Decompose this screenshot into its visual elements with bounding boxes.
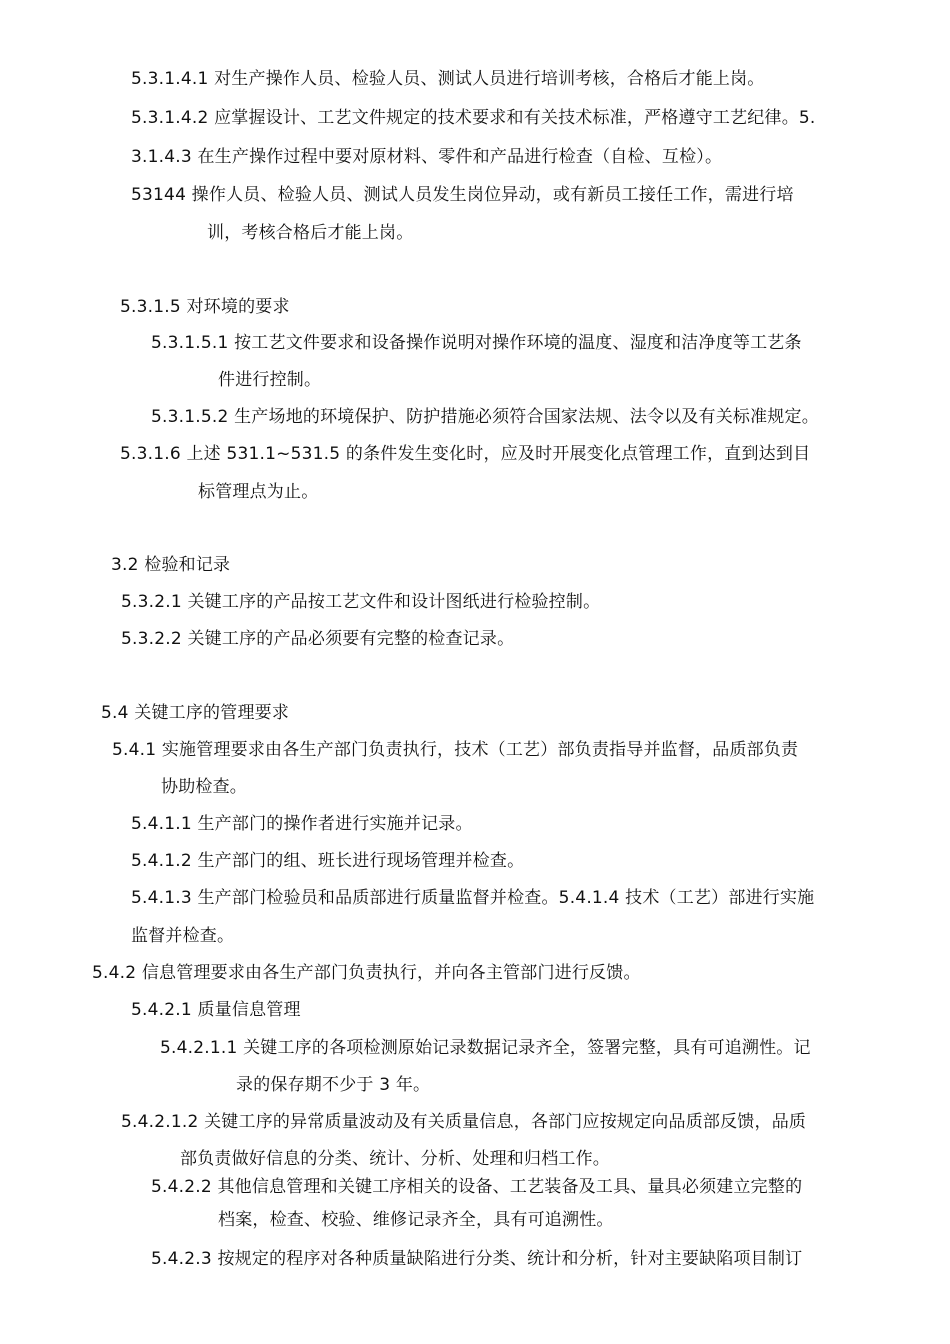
paragraph-5-4-2: 5.4.2 信息管理要求由各生产部门负责执行，并向各主管部门进行反馈。	[92, 963, 641, 983]
paragraph-5-3-1-4-4-cont: 训，考核合格后才能上岗。	[207, 223, 414, 243]
section-heading-3-2: 3.2 检验和记录	[111, 555, 231, 575]
paragraph-5-4-1-cont: 协助检查。	[161, 777, 247, 797]
paragraph-5-3-1-5-1: 5.3.1.5.1 按工艺文件要求和设备操作说明对操作环境的温度、湿度和洁净度等工艺条	[151, 333, 802, 353]
paragraph-5-3-1-5-1-cont: 件进行控制。	[218, 370, 322, 390]
paragraph-5-4-2-2: 5.4.2.2 其他信息管理和关键工序相关的设备、工艺装备及工具、量具必须建立完整的	[151, 1177, 803, 1197]
paragraph-5-3-1-6: 5.3.1.6 上述 531.1~531.5 的条件发生变化时，应及时开展变化点管理工作，直到达到目	[120, 444, 811, 464]
paragraph-5-3-1-6-cont: 标管理点为止。	[198, 482, 319, 502]
paragraph-5-4-2-2-cont: 档案，检查、校验、维修记录齐全，具有可追溯性。	[218, 1210, 614, 1230]
paragraph-5-4-2-1-2-cont: 部负责做好信息的分类、统计、分析、处理和归档工作。	[180, 1149, 610, 1169]
paragraph-5-3-2-1: 5.3.2.1 关键工序的产品按工艺文件和设计图纸进行检验控制。	[121, 592, 601, 612]
section-heading-5-3-1-5: 5.3.1.5 对环境的要求	[120, 297, 290, 317]
paragraph-5-4-1-2: 5.4.1.2 生产部门的组、班长进行现场管理并检查。	[131, 851, 525, 871]
paragraph-5-4-2-1-1-cont: 录的保存期不少于 3 年。	[236, 1075, 431, 1095]
paragraph-5-3-1-4-1: 5.3.1.4.1 对生产操作人员、检验人员、测试人员进行培训考核，合格后才能上岗。	[131, 69, 765, 89]
paragraph-5-4-1: 5.4.1 实施管理要求由各生产部门负责执行，技术（工艺）部负责指导并监督，品质部负责	[112, 740, 799, 760]
paragraph-5-3-2-2: 5.3.2.2 关键工序的产品必须要有完整的检查记录。	[121, 629, 515, 649]
paragraph-5-4-2-1-1: 5.4.2.1.1 关键工序的各项检测原始记录数据记录齐全，签署完整，具有可追溯性。记	[160, 1038, 811, 1058]
paragraph-5-4-2-3: 5.4.2.3 按规定的程序对各种质量缺陷进行分类、统计和分析，针对主要缺陷项目制订	[151, 1249, 803, 1269]
paragraph-5-3-1-5-2: 5.3.1.5.2 生产场地的环境保护、防护措施必须符合国家法规、法令以及有关标准规定。	[151, 407, 819, 427]
paragraph-5-4-1-3: 5.4.1.3 生产部门检验员和品质部进行质量监督并检查。5.4.1.4 技术（工艺）部进行实施	[131, 888, 815, 908]
section-heading-5-4: 5.4 关键工序的管理要求	[101, 703, 290, 723]
paragraph-5-4-1-1: 5.4.1.1 生产部门的操作者进行实施并记录。	[131, 814, 473, 834]
paragraph-5-4-2-1: 5.4.2.1 质量信息管理	[131, 1000, 301, 1020]
paragraph-5-3-1-4-2: 5.3.1.4.2 应掌握设计、工艺文件规定的技术要求和有关技术标准，严格遵守工艺纪律。5.	[131, 108, 816, 128]
paragraph-5-3-1-4-3: 3.1.4.3 在生产操作过程中要对原材料、零件和产品进行检查（自检、互检）。	[131, 147, 723, 167]
paragraph-5-4-2-1-2: 5.4.2.1.2 关键工序的异常质量波动及有关质量信息，各部门应按规定向品质部反馈，品质	[121, 1112, 807, 1132]
paragraph-5-3-1-4-4: 53144 操作人员、检验人员、测试人员发生岗位异动，或有新员工接任工作，需进行培	[131, 185, 794, 205]
paragraph-5-4-1-4-cont: 监督并检查。	[131, 926, 235, 946]
